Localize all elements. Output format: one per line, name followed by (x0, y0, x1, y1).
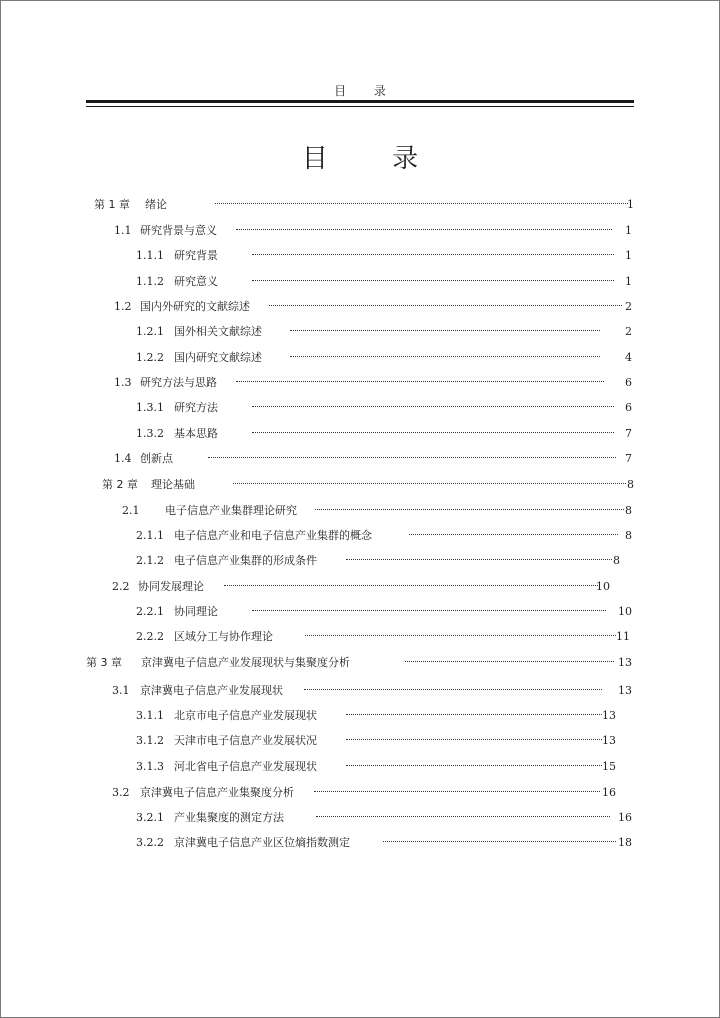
toc-entry-title: 区域分工与协作理论 (174, 630, 273, 643)
toc-entry[interactable] (114, 300, 632, 314)
toc-entry-number: 3.2.1 (136, 811, 164, 824)
toc-entry-page: 1 (625, 275, 632, 288)
toc-entry-title: 协同理论 (174, 605, 218, 618)
toc-entry-page: 16 (602, 786, 616, 799)
toc-entry[interactable] (136, 709, 616, 723)
toc-entry-number: 3.1 (112, 684, 130, 697)
toc-entry[interactable] (122, 504, 632, 518)
toc-entry-page: 1 (627, 198, 634, 211)
page-title: 目 录 (301, 144, 447, 174)
toc-entry-number: 2.1 (122, 504, 140, 517)
toc-leader-dots (409, 534, 618, 535)
toc-entry-title: 理论基础 (151, 478, 195, 491)
toc-entry-number: 1.2.1 (136, 325, 164, 338)
toc-entry-number: 2.2.2 (136, 630, 164, 643)
toc-entry[interactable] (136, 811, 632, 825)
toc-entry-title: 京津冀电子信息产业发展现状与集聚度分析 (141, 656, 350, 669)
toc-leader-dots (252, 280, 614, 281)
toc-entry-page: 18 (618, 836, 632, 849)
toc-entry-number: 2.1.1 (136, 529, 164, 542)
toc-entry-page: 6 (625, 401, 632, 414)
toc-leader-dots (252, 610, 606, 611)
toc-entry-page: 11 (616, 630, 630, 643)
toc-entry-number: 第 1 章 (94, 198, 130, 211)
toc-leader-dots (252, 432, 614, 433)
toc-entry-title: 国外相关文献综述 (174, 325, 262, 338)
toc-entry-page: 13 (602, 734, 616, 747)
toc-entry-title: 创新点 (140, 452, 173, 465)
toc-entry-title: 研究背景 (174, 249, 218, 262)
toc-entry-title: 电子信息产业集群的形成条件 (174, 554, 317, 567)
toc-leader-dots (346, 765, 602, 766)
toc-entry-page: 2 (625, 325, 632, 338)
toc-entry-number: 3.1.1 (136, 709, 164, 722)
toc-entry[interactable] (136, 401, 632, 415)
toc-entry-title: 国内外研究的文献综述 (140, 300, 250, 313)
toc-entry-page: 13 (618, 684, 632, 697)
toc-leader-dots (252, 406, 614, 407)
toc-leader-dots (208, 457, 616, 458)
toc-entry-page: 10 (618, 605, 632, 618)
toc-entry[interactable] (114, 376, 632, 390)
toc-entry[interactable] (136, 734, 616, 748)
toc-entry[interactable] (114, 224, 632, 238)
toc-entry-page: 8 (627, 478, 634, 491)
running-header: 目 录 (334, 84, 398, 98)
toc-entry-number: 2.1.2 (136, 554, 164, 567)
toc-entry[interactable] (112, 684, 632, 698)
toc-entry-title: 天津市电子信息产业发展状况 (174, 734, 317, 747)
toc-entry-title: 协同发展理论 (138, 580, 204, 593)
toc-entry-page: 13 (602, 709, 616, 722)
toc-entry-title: 研究方法与思路 (140, 376, 217, 389)
toc-entry-page: 7 (625, 452, 632, 465)
toc-leader-dots (346, 739, 602, 740)
toc-entry-title: 电子信息产业集群理论研究 (165, 504, 297, 517)
toc-entry-page: 16 (618, 811, 632, 824)
toc-entry[interactable] (136, 249, 632, 263)
toc-leader-dots (316, 816, 610, 817)
toc-entry-number: 1.1 (114, 224, 132, 237)
toc-leader-dots (224, 585, 598, 586)
toc-entry-number: 2.2.1 (136, 605, 164, 618)
toc-entry[interactable] (136, 351, 632, 365)
toc-entry-number: 1.1.2 (136, 275, 164, 288)
toc-entry[interactable] (136, 275, 632, 289)
toc-entry-number: 1.3.1 (136, 401, 164, 414)
toc-entry-page: 8 (613, 554, 620, 567)
toc-leader-dots (290, 330, 600, 331)
toc-leader-dots (314, 791, 600, 792)
toc-entry-number: 1.3.2 (136, 427, 164, 440)
toc-leader-dots (236, 229, 612, 230)
toc-entry-title: 北京市电子信息产业发展现状 (174, 709, 317, 722)
toc-leader-dots (315, 509, 624, 510)
toc-entry[interactable] (136, 630, 630, 644)
toc-entry-page: 15 (602, 760, 616, 773)
toc-entry-title: 研究意义 (174, 275, 218, 288)
toc-entry[interactable] (114, 452, 632, 466)
toc-entry-title: 研究背景与意义 (140, 224, 217, 237)
toc-leader-dots (383, 841, 616, 842)
toc-entry[interactable] (136, 325, 632, 339)
toc-entry-number: 3.1.3 (136, 760, 164, 773)
toc-entry-number: 1.3 (114, 376, 132, 389)
toc-entry-number: 3.1.2 (136, 734, 164, 747)
toc-entry[interactable] (102, 478, 634, 492)
toc-entry-page: 8 (625, 529, 632, 542)
toc-leader-dots (346, 714, 602, 715)
toc-entry-number: 2.2 (112, 580, 130, 593)
toc-leader-dots (215, 203, 628, 204)
toc-leader-dots (290, 356, 600, 357)
toc-entry-page: 6 (625, 376, 632, 389)
toc-entry-title: 电子信息产业和电子信息产业集群的概念 (174, 529, 372, 542)
toc-entry-number: 3.2 (112, 786, 130, 799)
toc-entry-title: 研究方法 (174, 401, 218, 414)
toc-leader-dots (305, 635, 616, 636)
toc-entry-number: 1.1.1 (136, 249, 164, 262)
toc-leader-dots (405, 661, 614, 662)
toc-entry[interactable] (94, 198, 634, 212)
toc-entry-page: 8 (625, 504, 632, 517)
toc-leader-dots (233, 483, 626, 484)
toc-entry[interactable] (86, 656, 632, 670)
toc-leader-dots (304, 689, 602, 690)
toc-entry-title: 河北省电子信息产业发展现状 (174, 760, 317, 773)
toc-leader-dots (236, 381, 604, 382)
toc-entry-title: 国内研究文献综述 (174, 351, 262, 364)
toc-entry[interactable] (136, 427, 632, 441)
toc-entry-title: 京津冀电子信息产业区位熵指数测定 (174, 836, 350, 849)
toc-entry-page: 1 (625, 249, 632, 262)
toc-entry-page: 7 (625, 427, 632, 440)
toc-entry[interactable] (136, 605, 632, 619)
toc-entry-number: 第 3 章 (86, 656, 122, 669)
toc-entry-title: 基本思路 (174, 427, 218, 440)
toc-entry[interactable] (136, 554, 620, 568)
toc-entry-page: 1 (625, 224, 632, 237)
toc-entry[interactable] (136, 529, 632, 543)
toc-entry-title: 产业集聚度的测定方法 (174, 811, 284, 824)
toc-entry-page: 2 (625, 300, 632, 313)
toc-entry[interactable] (112, 580, 610, 594)
toc-entry-title: 京津冀电子信息产业集聚度分析 (140, 786, 294, 799)
toc-entry-number: 3.2.2 (136, 836, 164, 849)
toc-entry[interactable] (136, 760, 616, 774)
toc-leader-dots (346, 559, 612, 560)
toc-entry-title: 绪论 (145, 198, 167, 211)
toc-entry[interactable] (136, 836, 632, 850)
toc-entry[interactable] (112, 786, 616, 800)
toc-entry-number: 1.2 (114, 300, 132, 313)
toc-leader-dots (252, 254, 614, 255)
toc-entry-number: 1.2.2 (136, 351, 164, 364)
toc-leader-dots (269, 305, 622, 306)
toc-entry-page: 4 (625, 351, 632, 364)
toc-entry-page: 10 (596, 580, 610, 593)
toc-entry-number: 第 2 章 (102, 478, 138, 491)
toc-entry-number: 1.4 (114, 452, 132, 465)
toc-entry-title: 京津冀电子信息产业发展现状 (140, 684, 283, 697)
toc-entry-page: 13 (618, 656, 632, 669)
